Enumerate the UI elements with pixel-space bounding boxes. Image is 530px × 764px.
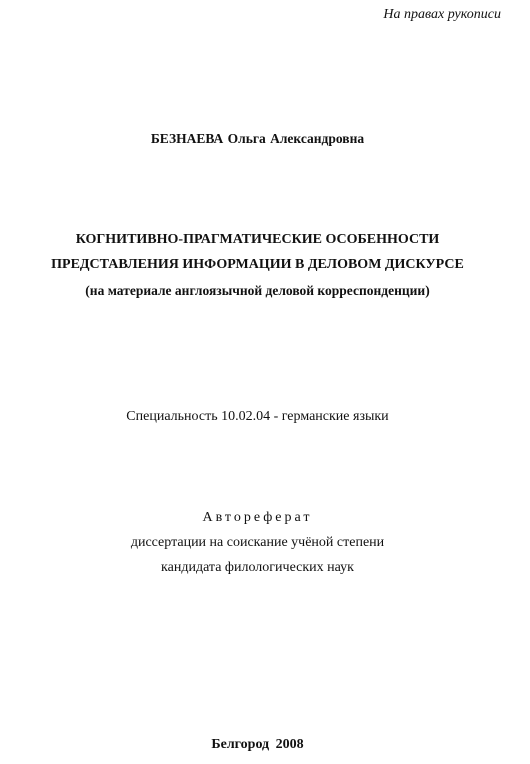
author-name: БЕЗНАЕВА Ольга Александровна [150,131,365,146]
dissertation-subtitle: (на материале англоязычной деловой корреспонденции) [85,283,430,298]
dissertation-title-line-2: ПРЕДСТАВЛЕНИЯ ИНФОРМАЦИИ В ДЕЛОВОМ ДИСКУРСЕ [51,257,464,272]
city-year: Белгород 2008 [211,737,304,752]
abstract-label: Автореферат [202,510,313,525]
dissertation-title-line-1: КОГНИТИВНО-ПРАГМАТИЧЕСКИЕ ОСОБЕННОСТИ [75,232,440,247]
manuscript-rights-note: На правах рукописи [383,7,501,22]
thesis-degree-line-1: диссертации на соискание учёной степени [130,535,385,550]
specialty-line: Специальность 10.02.04 - германские языки [126,409,389,424]
thesis-degree-line-2: кандидата филологических наук [161,560,354,575]
